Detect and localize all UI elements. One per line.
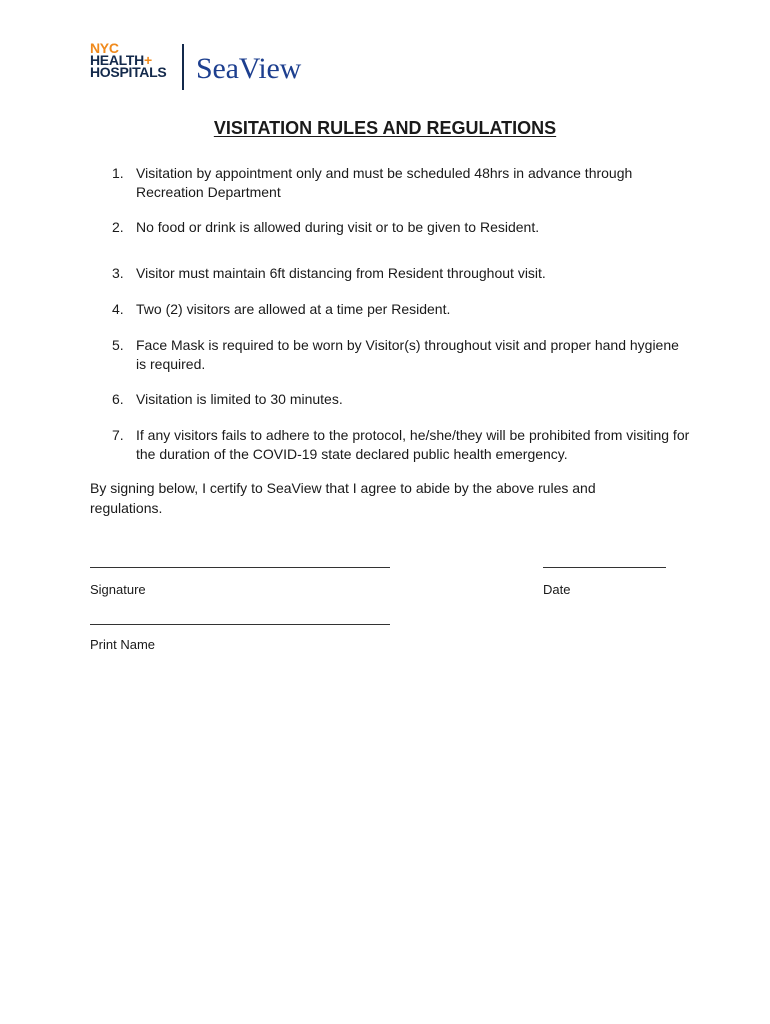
rule-text: Face Mask is required to be worn by Visitor(s) throughout visit and proper hand hygiene is required. — [136, 337, 679, 372]
print-name-line[interactable] — [90, 624, 390, 625]
document-title: VISITATION RULES AND REGULATIONS — [213, 118, 557, 138]
signature-label: Signature — [90, 582, 146, 597]
print-name-label: Print Name — [90, 637, 156, 652]
rule-text: Two (2) visitors are allowed at a time per Resident. — [136, 301, 451, 317]
logo-health-text: HEALTH — [90, 52, 144, 68]
rule-number: 7. — [112, 427, 124, 443]
certification-statement: By signing below, I certify to SeaView that I agree to abide by the above rules and regulations. — [90, 480, 596, 516]
rule-text: If any visitors fails to adhere to the protocol, he/she/they will be prohibited from visiting for the duration of the COVID-19 state declared public health emergency. — [136, 427, 690, 462]
date-label: Date — [543, 582, 571, 597]
rule-number: 6. — [112, 391, 124, 407]
rule-text: No food or drink is allowed during visit or to be given to Resident. — [136, 219, 540, 235]
date-line[interactable] — [543, 567, 666, 568]
rule-text: Visitation by appointment only and must be scheduled 48hrs in advance through Recreation Department — [136, 165, 633, 200]
logo-divider — [182, 44, 184, 90]
logo-hospitals-text: HOSPITALS — [90, 64, 167, 80]
logo-nyc-text: NYC — [90, 40, 119, 56]
rule-number: 5. — [112, 337, 124, 353]
rule-number: 2. — [112, 219, 124, 235]
nyc-health-hospitals-logo — [90, 42, 166, 78]
rule-number: 4. — [112, 301, 124, 317]
seaview-logo-text: SeaView — [196, 52, 302, 85]
rule-number: 1. — [112, 165, 124, 181]
rule-text: Visitor must maintain 6ft distancing from Resident throughout visit. — [136, 265, 546, 281]
signature-line[interactable] — [90, 567, 390, 568]
rule-number: 3. — [112, 265, 124, 281]
logo-plus-text: + — [143, 52, 152, 68]
rule-text: Visitation is limited to 30 minutes. — [136, 391, 343, 407]
